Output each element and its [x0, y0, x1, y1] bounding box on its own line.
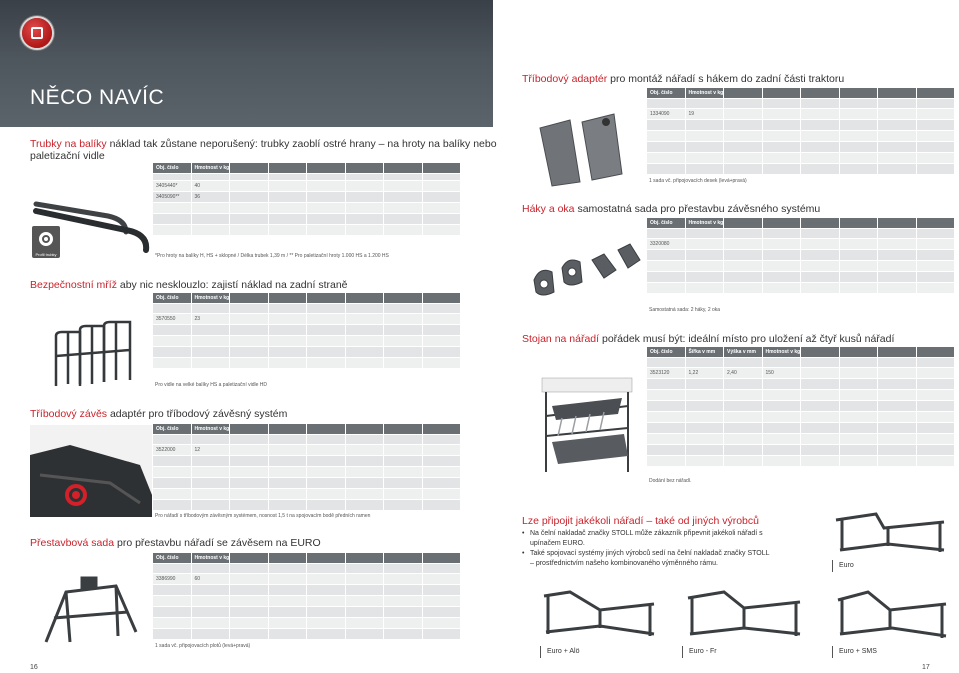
section-desc-trubky-cont: paletizační vidle	[30, 150, 105, 162]
stoll-logo-icon	[22, 18, 52, 48]
table-sada: Obj. číslo Hmotnost v kg 3386990 60	[153, 553, 461, 640]
page-title: NĚCO NAVÍC	[30, 86, 165, 109]
note-mriz: Pro vidle na velké balíky HS a paletizační vidle HD	[155, 382, 267, 388]
badge-label: Profil trubky	[35, 252, 57, 257]
table-row: 3522000 12	[153, 445, 461, 456]
section-title-adapter: Tříbodový adaptér pro montáž nářadí s hákem do zadní části traktoru	[522, 73, 845, 85]
euro-sms-frame-image	[834, 588, 952, 646]
note-stojan: Dodání bez nářadí.	[649, 478, 692, 484]
caption-euro-sms: Euro + SMS	[832, 646, 877, 658]
table-stojan: Obj. číslo Šířka v mm Výška v mm Hmotnost v kg 3523120 1,22 2,40 150	[647, 347, 955, 467]
table-row: 3405440* 40	[153, 181, 461, 192]
page-number-right: 17	[922, 664, 930, 671]
table-row: 3386990 60	[153, 574, 461, 585]
section-title-trubky: Trubky na balíky náklad tak zůstane neporušený: trubky zaoblí ostré hrany – na hroty na balíky nebo	[30, 138, 497, 150]
page-header-banner	[0, 0, 493, 127]
section-title-sada: Přestavbová sada pro přestavbu nářadí se závěsem na EURO	[30, 537, 321, 549]
euro-alo-frame-image	[540, 588, 660, 646]
caption-euro-fr: Euro - Fr	[682, 646, 717, 658]
note-zaves: Pro nářadí s tříbodovým závěsným systémem, nosnost 1,5 t na spojovacím bodě předních ramen	[155, 513, 371, 519]
table-row: 3570550 23	[153, 314, 461, 325]
section-title-zaves: Tříbodový závěs adaptér pro tříbodový závěsný systém	[30, 408, 288, 420]
table-mriz: Obj. číslo Hmotnost v kg 3570550 23	[153, 293, 461, 369]
list-item: • Také spojovací systémy jiných výrobců sedí na čelní nakladač značky STOLL – prostřednictvím našeho kombinovaného výměnného rámu.	[522, 549, 774, 569]
section-title-haky: Háky a oka samostatná sada pro přestavbu závěsného systému	[522, 203, 821, 215]
note-trubky: *Pro hroty na balíky H, HS + sklopné / Délka trubek 1,39 m / ** Pro paletizační hroty 1.000 HS a 1.200 HS	[155, 253, 389, 259]
table-zaves: Obj. číslo Hmotnost v kg 3522000 12	[153, 424, 461, 511]
table-haky: Obj. číslo Hmotnost v kg 3320080	[647, 218, 955, 294]
feature-list	[522, 529, 774, 569]
note-sada: 1 sada vč. připojovacích plotů (levá+pravá)	[155, 643, 251, 649]
table-row: 1334090 19	[647, 109, 955, 120]
tube-profile-badge	[32, 226, 60, 258]
table-row: 3405090** 36	[153, 192, 461, 203]
section-title-mriz: Bezpečnostní mříž aby nic nesklouzlo: zajistí náklad na zadní straně	[30, 279, 348, 291]
table-row: 3523120 1,22 2,40 150	[647, 368, 955, 379]
note-haky: Samostatná sada: 2 háky, 2 oka	[649, 307, 721, 313]
caption-euro-alo: Euro + Alö	[540, 646, 580, 658]
conversion-kit-image	[36, 572, 146, 648]
grille-product-image	[52, 316, 142, 388]
section-title-stojan: Stojan na nářadí pořádek musí být: ideální místo pro uložení až čtyř kusů nářadí	[522, 333, 895, 345]
euro-frame-image	[832, 510, 950, 562]
table-adapter: Obj. číslo Hmotnost v kg 1334090 19	[647, 88, 955, 175]
adapter-product-image	[530, 108, 640, 190]
tube-profile-icon	[39, 232, 53, 246]
tool-rack-image	[532, 376, 638, 478]
col-obj-cislo: Obj. číslo	[153, 163, 192, 173]
list-item: • Na čelní nakladač značky STOLL může zákazník připevnit jakékoli nářadí s upínačem EURO.	[522, 529, 774, 549]
euro-fr-frame-image	[684, 588, 804, 646]
col-hmotnost: Hmotnost v kg	[192, 163, 231, 173]
note-adapter: 1 sada vč. připojovacích desek (levá+pravá)	[649, 178, 747, 184]
section-title-pripojit: Lze připojit jakékoli nářadí – také od jiných výrobců	[522, 515, 759, 527]
caption-euro: Euro	[832, 560, 854, 572]
table-trubky	[153, 163, 461, 236]
table-row: 3320080	[647, 239, 955, 250]
three-point-hitch-image	[30, 425, 152, 517]
page-number-left: 16	[30, 664, 38, 671]
hooks-eyes-image	[530, 240, 642, 306]
